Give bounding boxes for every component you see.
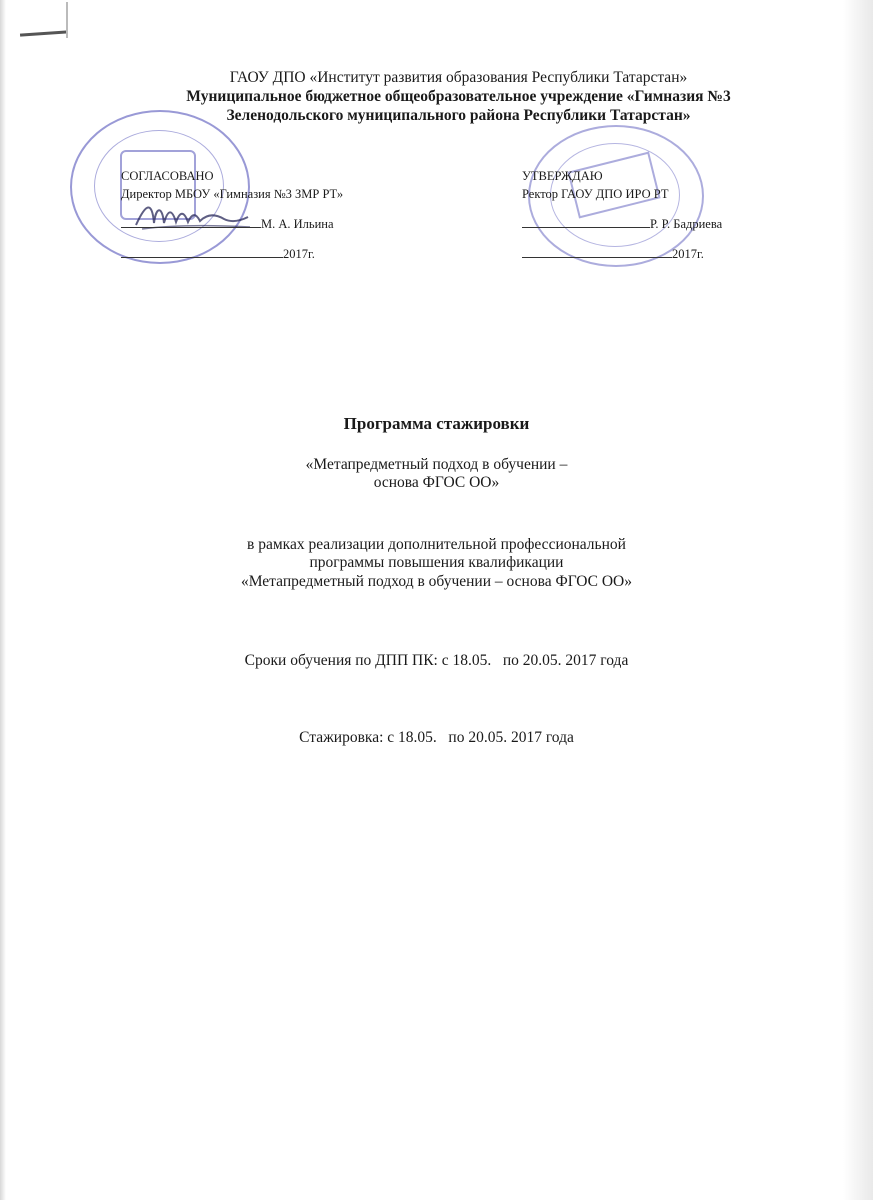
signature-line <box>522 215 722 233</box>
approval-block-approved <box>522 167 722 263</box>
program-name-line2: основа ФГОС ОО» <box>373 474 500 491</box>
date-year: 2017г. <box>283 247 315 261</box>
training-period: Сроки обучения по ДПП ПК: с 18.05. по 20.05. 2017 года <box>244 652 629 669</box>
approval-block-agreed <box>121 167 343 263</box>
approval-position: Ректор ГАОУ ДПО ИРО РТ <box>522 187 669 201</box>
date-year: 2017г. <box>672 247 704 261</box>
document-title: Программа стажировки <box>343 414 530 433</box>
program-name-line1: «Метапредметный подход в обучении – <box>305 456 568 473</box>
scan-edge-shadow <box>843 0 873 1200</box>
signer-name: М. А. Ильина <box>261 217 334 231</box>
date-line <box>121 245 343 263</box>
approval-heading: СОГЛАСОВАНО <box>121 169 214 183</box>
date-blank <box>522 245 672 258</box>
context-line3: «Метапредметный подход в обучении – основа ФГОС ОО» <box>240 573 633 590</box>
approval-position: Директор МБОУ «Гимназия №3 ЗМР РТ» <box>121 187 344 201</box>
context-line1: в рамках реализации дополнительной профессиональной <box>247 536 626 553</box>
signature-blank <box>121 215 261 228</box>
signature-line <box>121 215 343 233</box>
approval-heading: УТВЕРЖДАЮ <box>522 169 603 183</box>
signature-blank <box>522 215 650 228</box>
header-institute: ГАОУ ДПО «Институт развития образования Республики Татарстан» <box>229 69 688 86</box>
date-line <box>522 245 722 263</box>
header-school-line2: Зеленодольского муниципального района Республики Татарстан» <box>226 107 691 124</box>
context-line2: программы повышения квалификации <box>309 554 564 571</box>
scan-artifact <box>20 30 68 36</box>
date-blank <box>121 245 283 258</box>
scan-edge-shadow <box>0 0 6 1200</box>
signer-name: Р. Р. Бадриева <box>650 217 723 231</box>
header-school-line1: Муниципальное бюджетное общеобразовательное учреждение «Гимназия №3 <box>186 88 731 105</box>
scan-artifact <box>66 2 68 38</box>
internship-period: Стажировка: с 18.05. по 20.05. 2017 года <box>299 729 574 746</box>
